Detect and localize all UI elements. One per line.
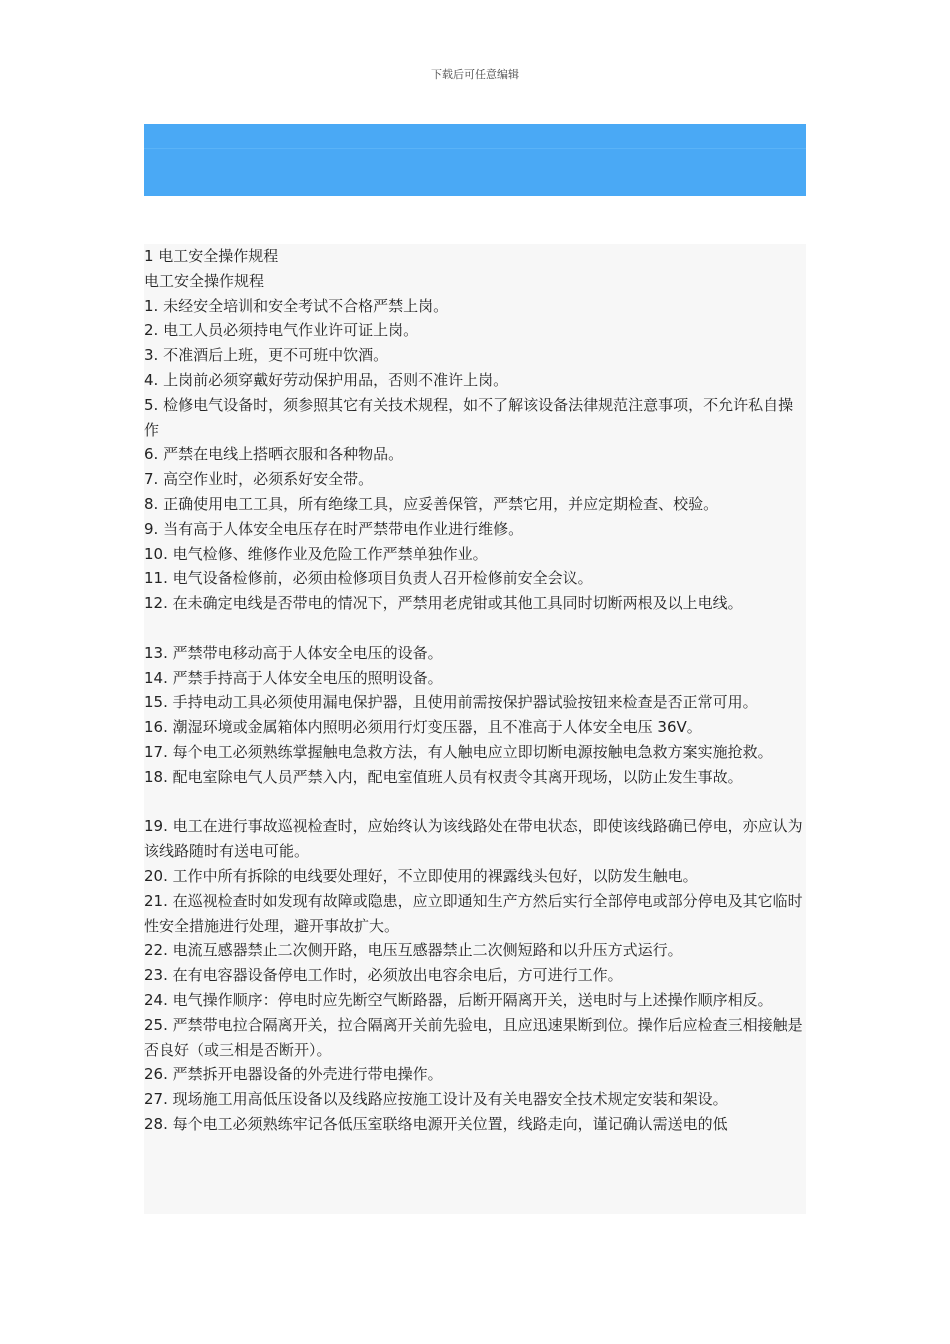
rule-item: 23. 在有电容器设备停电工作时，必须放出电容余电后，方可进行工作。 [144,966,623,985]
rule-item: 15. 手持电动工具必须使用漏电保护器，且使用前需按保护器试验按钮来检查是否正常可用。 [144,693,758,712]
rule-item: 27. 现场施工用高低压设备以及线路应按施工设计及有关电器安全技术规定安装和架设。 [144,1090,728,1109]
rule-item: 19. 电工在进行事故巡视检查时，应始终认为该线路处在带电状态，即使该线路确已停电，亦应认为该线路随时有送电可能。 [144,817,803,861]
header-note: 下载后可任意编辑 [431,68,519,81]
rule-item: 8. 正确使用电工工具，所有绝缘工具，应妥善保管，严禁它用，并应定期检查、校验。 [144,494,719,513]
section-heading: 1 电工安全操作规程 [144,247,279,265]
document-title: 电工安全操作规程 [144,271,265,290]
paragraph-gap [144,616,806,641]
rule-item: 5. 检修电气设备时，须参照其它有关技术规程，如不了解该设备法律规范注意事项，不允许私自操作 [144,395,794,439]
rule-item: 3. 不准酒后上班，更不可班中饮酒。 [144,346,389,365]
document-body [144,244,806,1214]
rule-item: 25. 严禁带电拉合隔离开关，拉合隔离开关前先验电，且应迅速果断到位。操作后应检查三相接触是否良好（或三相是否断开）。 [144,1015,803,1059]
rule-item: 18. 配电室除电气人员严禁入内，配电室值班人员有权责令其离开现场，以防止发生事故。 [144,767,743,786]
rule-item: 9. 当有高于人体安全电压存在时严禁带电作业进行维修。 [144,519,524,538]
rule-item: 26. 严禁拆开电器设备的外壳进行带电操作。 [144,1065,443,1084]
blue-banner [144,124,806,196]
paragraph-gap [144,790,806,815]
rule-item: 2. 电工人员必须持电气作业许可证上岗。 [144,321,419,340]
rule-item: 10. 电气检修、维修作业及危险工作严禁单独作业。 [144,544,488,563]
rule-item: 20. 工作中所有拆除的电线要处理好，不立即使用的裸露线头包好，以防发生触电。 [144,866,698,885]
rule-item: 16. 潮湿环境或金属箱体内照明必须用行灯变压器，且不准高于人体安全电压 36V。 [144,718,702,737]
rule-item: 6. 严禁在电线上搭晒衣服和各种物品。 [144,445,404,464]
rule-item: 4. 上岗前必须穿戴好劳动保护用品，否则不准许上岗。 [144,370,509,389]
rule-item: 17. 每个电工必须熟练掌握触电急救方法，有人触电应立即切断电源按触电急救方案实施抢救。 [144,742,773,761]
rule-item: 12. 在未确定电线是否带电的情况下，严禁用老虎钳或其他工具同时切断两根及以上电线。 [144,594,743,613]
rule-item: 7. 高空作业时，必须系好安全带。 [144,470,374,489]
rule-item: 21. 在巡视检查时如发现有故障或隐患，应立即通知生产方然后实行全部停电或部分停电及其它临时性安全措施进行处理，避开事故扩大。 [144,891,803,935]
rule-item: 22. 电流互感器禁止二次侧开路，电压互感器禁止二次侧短路和以升压方式运行。 [144,941,683,960]
rule-item: 24. 电气操作顺序：停电时应先断空气断路器，后断开隔离开关，送电时与上述操作顺序相反。 [144,990,773,1009]
rule-item: 28. 每个电工必须熟练牢记各低压室联络电源开关位置，线路走向，谨记确认需送电的低 [144,1114,728,1133]
rule-item: 1. 未经安全培训和安全考试不合格严禁上岗。 [144,296,449,315]
rule-item: 14. 严禁手持高于人体安全电压的照明设备。 [144,668,443,687]
rule-item: 13. 严禁带电移动高于人体安全电压的设备。 [144,643,443,662]
banner-divider [144,148,806,149]
rule-item: 11. 电气设备检修前，必须由检修项目负责人召开检修前安全会议。 [144,569,593,588]
